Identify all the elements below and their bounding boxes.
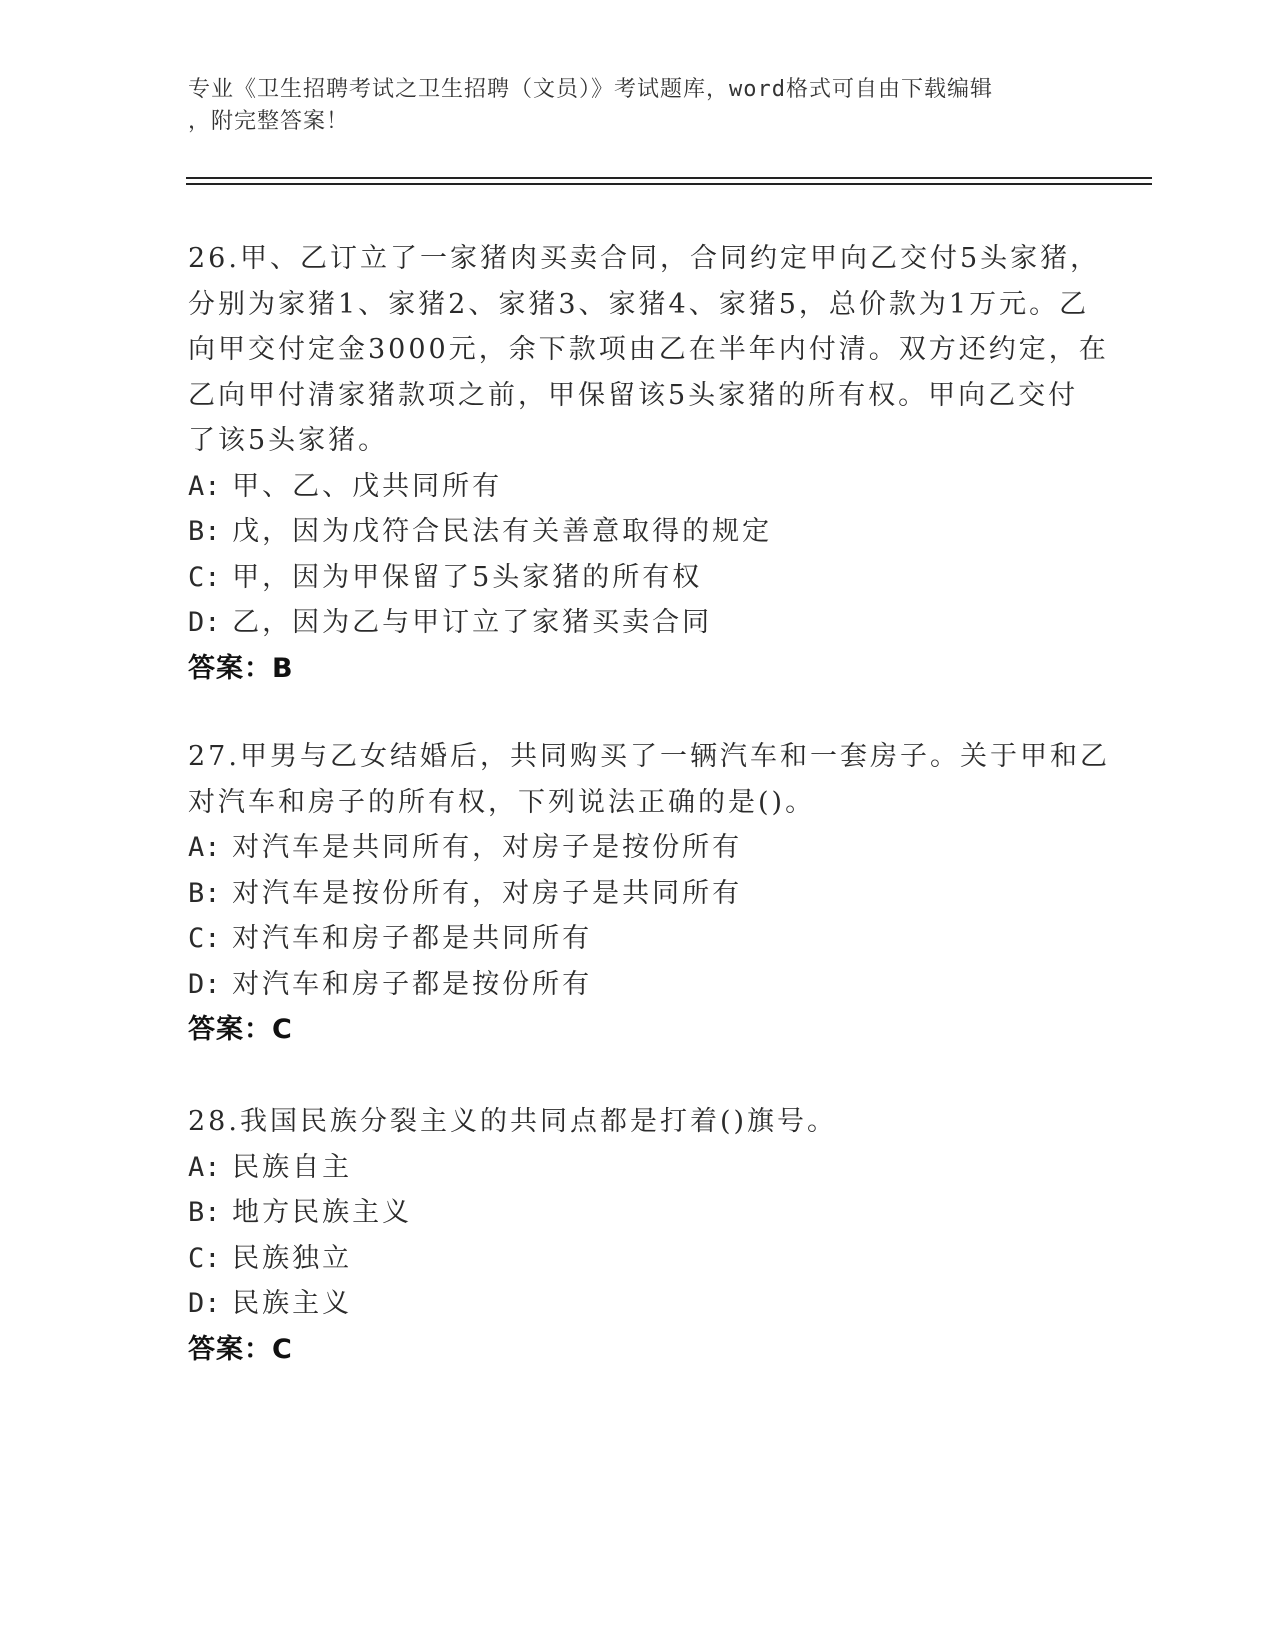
option-letter: D: bbox=[188, 1288, 221, 1319]
question-text-line: 乙向甲付清家猪款项之前，甲保留该5头家猪的所有权。甲向乙交付 bbox=[188, 379, 1079, 411]
header-line-1: 专业《卫生招聘考试之卫生招聘（文员）》考试题库，word格式可自由下载编辑 bbox=[188, 77, 993, 102]
question-text-line: 26.甲、乙订立了一家猪肉买卖合同，合同约定甲向乙交付5头家猪， bbox=[188, 243, 1101, 274]
answer-label: 答案：C bbox=[188, 1014, 293, 1045]
option-letter: C: bbox=[188, 923, 221, 954]
option-letter: D: bbox=[188, 968, 221, 1000]
option-text: 民族独立 bbox=[232, 1242, 353, 1274]
question-28 bbox=[188, 1099, 1088, 1372]
question-27 bbox=[188, 734, 1110, 1053]
option-a bbox=[188, 1145, 1088, 1191]
header-rule-bottom bbox=[186, 183, 1152, 185]
option-letter: B: bbox=[188, 1197, 221, 1228]
option-text: 甲、乙、戊共同所有 bbox=[232, 470, 503, 502]
option-b bbox=[188, 871, 1088, 917]
option-b bbox=[188, 509, 1088, 555]
option-b bbox=[188, 1190, 1088, 1236]
option-text: 民族主义 bbox=[232, 1288, 353, 1319]
option-c bbox=[188, 916, 1088, 962]
question-text-line: 27.甲男与乙女结婚后，共同购买了一辆汽车和一套房子。关于甲和乙 bbox=[188, 741, 1110, 772]
question-text-line: 分别为家猪1、家猪2、家猪3、家猪4、家猪5，总价款为1万元。乙 bbox=[188, 288, 1090, 320]
option-d bbox=[188, 600, 1088, 646]
header-line-2: ，附完整答案！ bbox=[188, 109, 350, 134]
question-text-line: 28.我国民族分裂主义的共同点都是打着()旗号。 bbox=[188, 1106, 838, 1137]
option-text: 乙，因为乙与甲订立了家猪买卖合同 bbox=[232, 607, 713, 638]
option-letter: B: bbox=[188, 516, 221, 547]
option-letter: D: bbox=[188, 607, 221, 638]
answer-label: 答案：C bbox=[188, 1333, 293, 1365]
option-letter: A: bbox=[188, 470, 221, 502]
option-text: 戊，因为戊符合民法有关善意取得的规定 bbox=[232, 516, 773, 547]
option-text: 甲，因为甲保留了5头家猪的所有权 bbox=[232, 561, 703, 593]
question-26 bbox=[188, 236, 1109, 691]
answer-label: 答案：B bbox=[188, 652, 294, 684]
option-d bbox=[188, 962, 1088, 1008]
option-letter: A: bbox=[188, 1151, 221, 1183]
option-c bbox=[188, 1236, 1088, 1282]
option-letter: C: bbox=[188, 1242, 221, 1274]
question-text-line: 了该5头家猪。 bbox=[188, 425, 389, 456]
option-c bbox=[188, 555, 1088, 601]
question-text-line: 向甲交付定金3000元，余下款项由乙在半年内付清。双方还约定，在 bbox=[188, 334, 1109, 365]
option-text: 对汽车和房子都是共同所有 bbox=[232, 923, 593, 954]
option-a bbox=[188, 464, 1088, 510]
option-letter: C: bbox=[188, 561, 221, 593]
option-a bbox=[188, 825, 1088, 871]
option-letter: B: bbox=[188, 877, 221, 909]
option-text: 对汽车是共同所有，对房子是按份所有 bbox=[232, 832, 743, 863]
option-d bbox=[188, 1281, 1088, 1327]
header-rule-top bbox=[186, 177, 1152, 179]
option-text: 地方民族主义 bbox=[232, 1197, 413, 1228]
option-letter: A: bbox=[188, 832, 221, 863]
option-text: 对汽车是按份所有，对房子是共同所有 bbox=[232, 877, 743, 909]
document-header bbox=[188, 74, 1068, 138]
option-text: 对汽车和房子都是按份所有 bbox=[232, 968, 593, 1000]
option-text: 民族自主 bbox=[232, 1151, 353, 1183]
question-text-line: 对汽车和房子的所有权，下列说法正确的是()。 bbox=[188, 786, 816, 818]
